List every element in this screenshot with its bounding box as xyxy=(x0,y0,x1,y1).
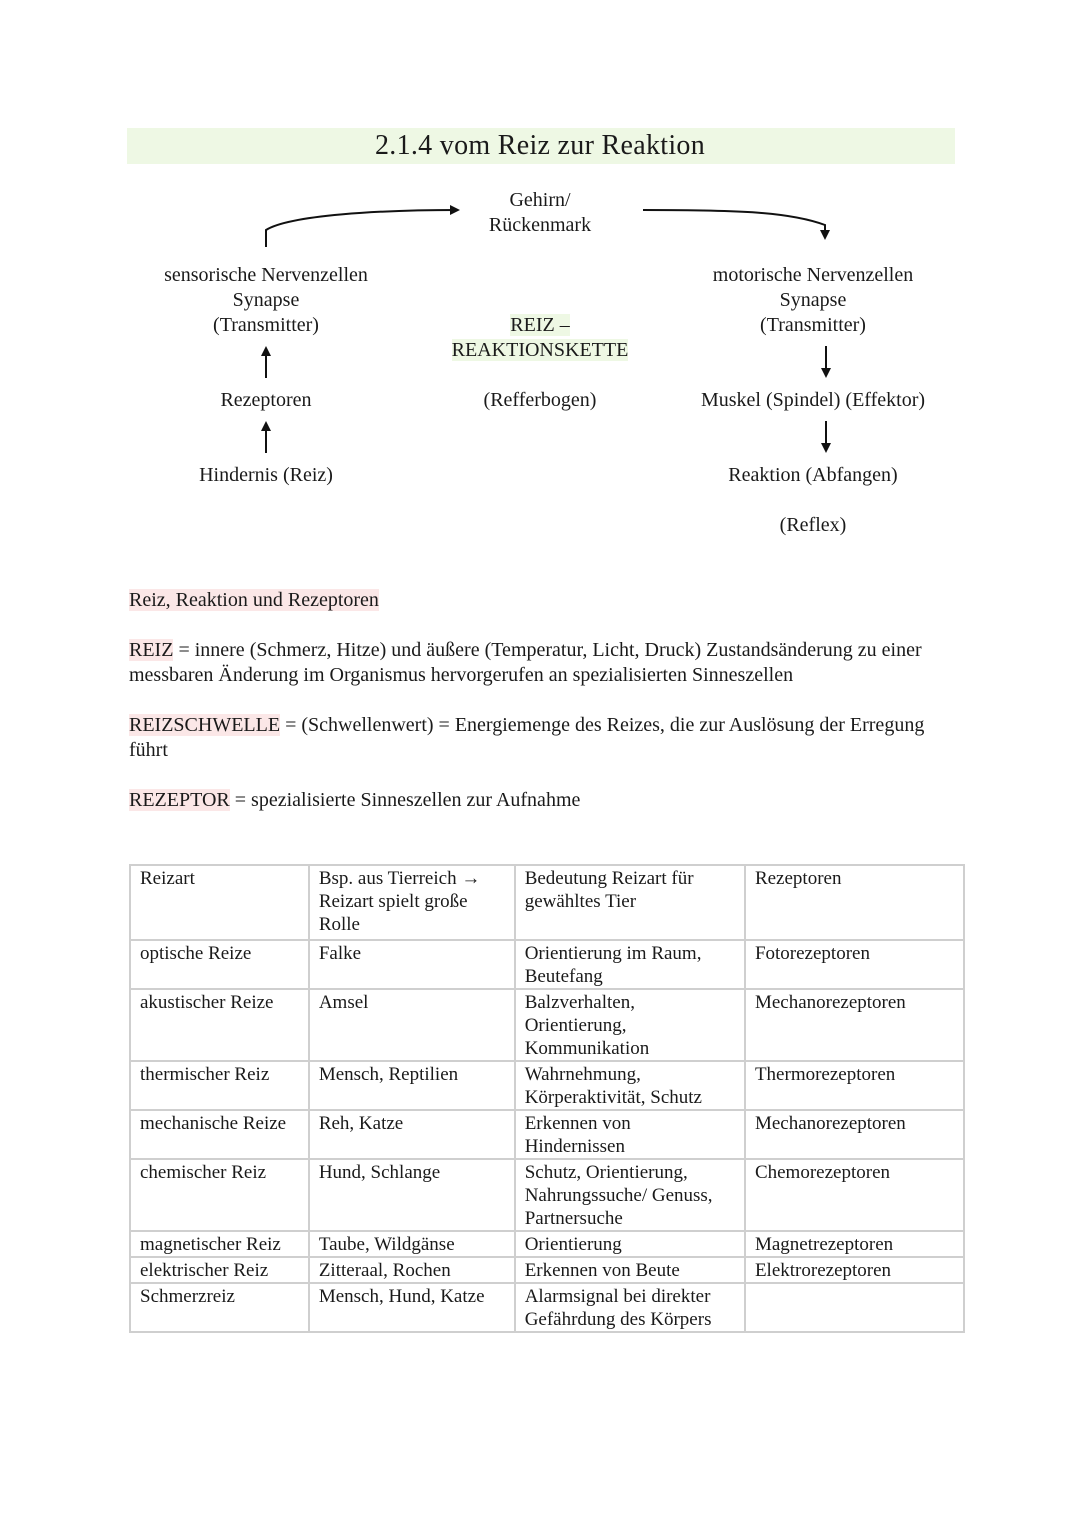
table-header-cell: Reizart xyxy=(130,865,309,940)
table-cell: akustischer Reize xyxy=(130,989,309,1061)
table-row xyxy=(130,940,964,989)
arrow-to-brain xyxy=(266,210,458,247)
table-row xyxy=(130,1110,964,1159)
arrow-from-brain xyxy=(643,210,825,238)
term-reiz: REIZ xyxy=(129,639,174,661)
table-row xyxy=(130,1061,964,1110)
section-heading-text: Reiz, Reaktion und Rezeptoren xyxy=(129,589,379,611)
table-cell: Magnetrezeptoren xyxy=(745,1231,964,1257)
table-cell: magnetischer Reiz xyxy=(130,1231,309,1257)
table-cell: Fotorezeptoren xyxy=(745,940,964,989)
definition-reiz xyxy=(129,638,959,688)
table-cell: Falke xyxy=(309,940,515,989)
sensory-line1: sensorische Nervenzellen xyxy=(164,264,368,286)
table-cell: thermischer Reiz xyxy=(130,1061,309,1110)
motor-line3: (Transmitter) xyxy=(760,314,866,336)
reflex-node: (Reflex) xyxy=(779,514,847,536)
table-cell: Thermorezeptoren xyxy=(745,1061,964,1110)
table-cell: Elektrorezeptoren xyxy=(745,1257,964,1283)
table-cell: Erkennen von Beute xyxy=(515,1257,745,1283)
section-heading xyxy=(129,588,959,613)
motor-line1: motorische Nervenzellen xyxy=(712,264,914,286)
chain-line1: REIZ – xyxy=(510,314,570,336)
chain-line2: REAKTIONSKETTE xyxy=(451,339,629,361)
stimulus-node: Hindernis (Reiz) xyxy=(199,464,333,486)
sensory-node xyxy=(126,263,406,338)
brain-node xyxy=(440,188,640,238)
chain-subtitle: (Refferbogen) xyxy=(483,389,597,411)
definition-reizschwelle xyxy=(129,713,959,763)
table-row xyxy=(130,1257,964,1283)
table-cell: optische Reize xyxy=(130,940,309,989)
text-rezeptor: = spezialisierte Sinneszellen zur Aufnahme xyxy=(229,789,581,811)
table-cell: Balzverhalten, Orientierung, Kommunikation xyxy=(515,989,745,1061)
table-cell: Schmerzreiz xyxy=(130,1283,309,1332)
table-cell xyxy=(745,1283,964,1332)
term-rezeptor: REZEPTOR xyxy=(129,789,230,811)
table-cell: Amsel xyxy=(309,989,515,1061)
table-cell: elektrischer Reiz xyxy=(130,1257,309,1283)
chain-label xyxy=(420,313,660,363)
definition-rezeptor xyxy=(129,788,959,813)
table-header-cell: Rezeptoren xyxy=(745,865,964,940)
motor-node xyxy=(673,263,953,338)
table-cell: Schutz, Orientierung, Nahrungssuche/ Genuss, Partnersuche xyxy=(515,1159,745,1231)
brain-line2: Rückenmark xyxy=(488,214,592,236)
table-row xyxy=(130,1283,964,1332)
muscle-node: Muskel (Spindel) (Effektor) xyxy=(700,389,926,411)
table-cell: Mensch, Hund, Katze xyxy=(309,1283,515,1332)
table-cell: Zitteraal, Rochen xyxy=(309,1257,515,1283)
table-header-cell: Bedeutung Reizart für gewähltes Tier xyxy=(515,865,745,940)
table-cell: Erkennen von Hindernissen xyxy=(515,1110,745,1159)
table-cell: Wahrnehmung, Körperaktivität, Schutz xyxy=(515,1061,745,1110)
table-cell: Alarmsignal bei direkter Gefährdung des Körpers xyxy=(515,1283,745,1332)
sensory-line2: Synapse xyxy=(232,289,300,311)
table-cell: Orientierung xyxy=(515,1231,745,1257)
term-reizschwelle: REIZSCHWELLE xyxy=(129,714,281,736)
text-reiz: = innere (Schmerz, Hitze) und äußere (Temperatur, Licht, Druck) Zustandsänderung zu einer messbaren Änderung im Organismus hervorgerufen an spezialisierten Sinneszellen xyxy=(129,639,922,686)
stimulus-table xyxy=(129,864,965,1333)
brain-line1: Gehirn/ xyxy=(509,189,571,211)
text-reizschwelle: = (Schwellenwert) = Energiemenge des Reizes, die zur Auslösung der Erregung führt xyxy=(129,714,925,761)
sensory-line3: (Transmitter) xyxy=(213,314,319,336)
table-cell: Taube, Wildgänse xyxy=(309,1231,515,1257)
table-cell: Hund, Schlange xyxy=(309,1159,515,1231)
table-cell: Reh, Katze xyxy=(309,1110,515,1159)
receptors-node: Rezeptoren xyxy=(220,389,312,411)
table-cell: Mechanorezeptoren xyxy=(745,1110,964,1159)
table-row xyxy=(130,989,964,1061)
reaction-node: Reaktion (Abfangen) xyxy=(728,464,898,486)
page-title: 2.1.4 vom Reiz zur Reaktion xyxy=(374,130,706,161)
table-cell: mechanische Reize xyxy=(130,1110,309,1159)
motor-line2: Synapse xyxy=(779,289,847,311)
table-row xyxy=(130,1231,964,1257)
table-cell: Orientierung im Raum, Beutefang xyxy=(515,940,745,989)
table-header-row xyxy=(130,865,964,940)
table-cell: Mensch, Reptilien xyxy=(309,1061,515,1110)
table-cell: Mechanorezeptoren xyxy=(745,989,964,1061)
table-header-cell: Bsp. aus Tierreich → Reizart spielt große Rolle xyxy=(309,865,515,940)
table-cell: Chemorezeptoren xyxy=(745,1159,964,1231)
table-row xyxy=(130,1159,964,1231)
table-cell: chemischer Reiz xyxy=(130,1159,309,1231)
